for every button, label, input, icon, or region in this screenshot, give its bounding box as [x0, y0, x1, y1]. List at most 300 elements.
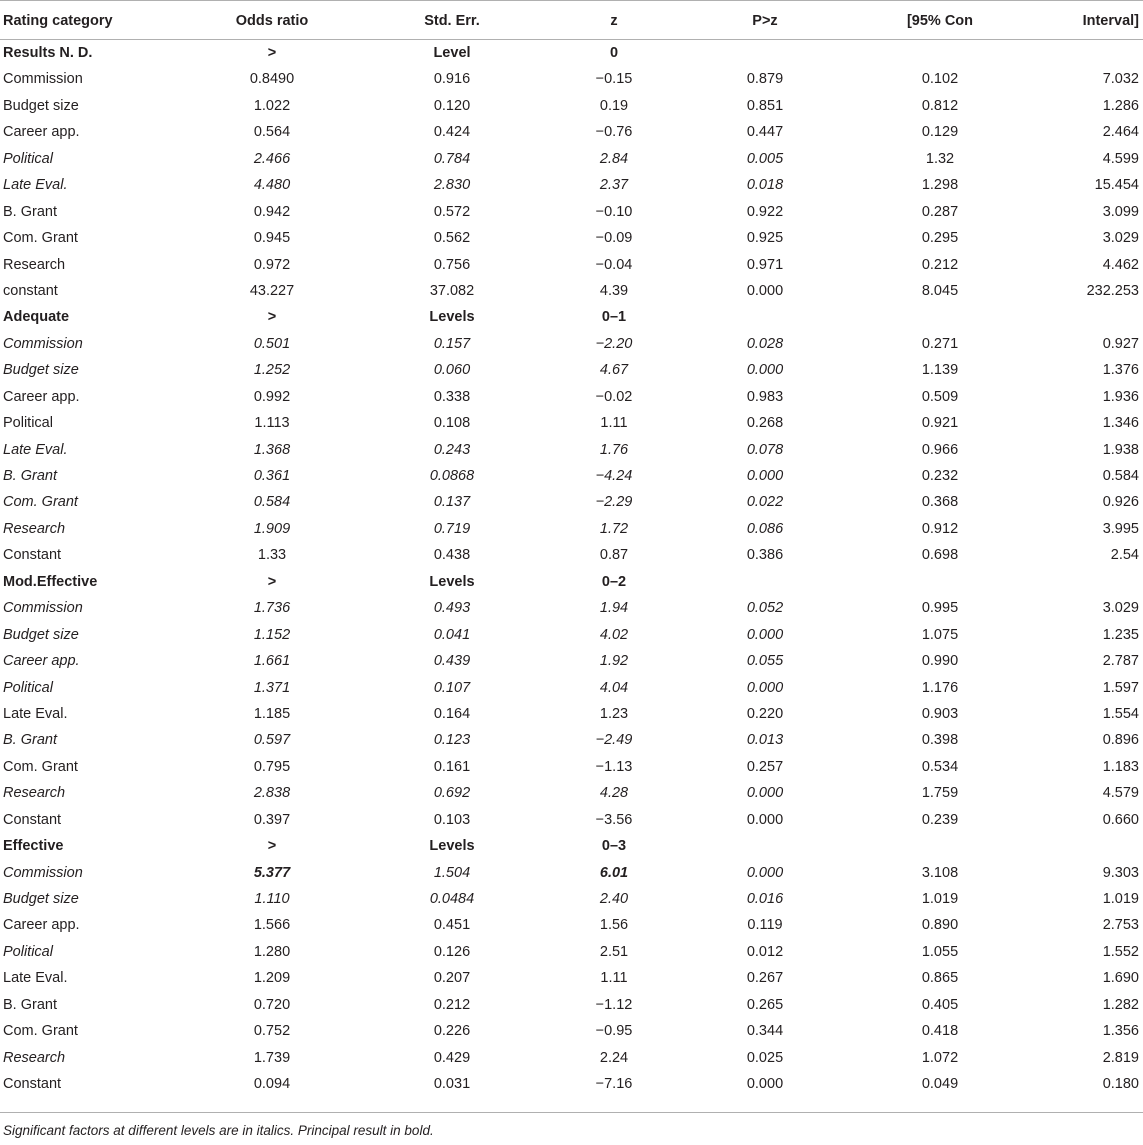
cell-std-err: 0.164	[433, 705, 471, 722]
cell-ci-upper: 1.938	[1102, 441, 1139, 458]
cell-odds-ratio: 0.361	[253, 468, 291, 484]
cell-p-value: 0.000	[746, 785, 784, 802]
cell-odds-ratio: 1.185	[253, 705, 291, 722]
cell-ci-lower: 1.019	[921, 891, 959, 907]
cell-std-err: 0.212	[433, 996, 471, 1013]
cell-rating-category: Adequate	[3, 309, 70, 326]
cell-p-value: 0.971	[746, 256, 784, 273]
cell-ci-upper: 0.926	[1102, 494, 1139, 511]
section-header-row	[0, 304, 1143, 330]
section-header-row	[0, 40, 1143, 66]
cell-z: −0.95	[595, 1023, 633, 1040]
cell-std-err: 0.126	[433, 943, 471, 960]
cell-rating-category: Budget size	[3, 362, 79, 379]
cell-z: 1.23	[599, 705, 629, 722]
cell-p-value: 0.000	[746, 468, 784, 484]
table-row	[0, 1045, 1143, 1071]
table-row	[0, 463, 1143, 489]
cell-odds-ratio: 0.972	[253, 256, 291, 273]
cell-odds-ratio: 1.736	[253, 600, 291, 617]
cell-z: 4.28	[599, 785, 629, 802]
cell-odds-ratio: 1.371	[253, 679, 291, 696]
cell-z: −0.76	[595, 124, 633, 141]
cell-z: 2.51	[599, 943, 629, 960]
cell-odds-ratio: 1.566	[253, 917, 291, 934]
cell-ci-upper: 2.787	[1102, 653, 1139, 670]
cell-rating-category: Research	[3, 520, 66, 537]
cell-std-err: 0.719	[433, 520, 471, 537]
cell-z: 0–2	[601, 573, 627, 590]
cell-p-value: 0.016	[746, 891, 784, 907]
cell-ci-upper: 4.462	[1102, 256, 1139, 273]
cell-z: −0.09	[595, 230, 633, 247]
table-row	[0, 807, 1143, 833]
cell-ci-upper: 1.019	[1102, 891, 1139, 907]
cell-std-err: 0.0484	[429, 891, 475, 907]
cell-rating-category: Political	[3, 415, 53, 432]
cell-ci-lower: 0.921	[921, 415, 959, 432]
cell-odds-ratio: 0.752	[253, 1023, 291, 1040]
cell-p-value: 0.983	[746, 388, 784, 405]
cell-std-err: 37.082	[429, 282, 475, 299]
cell-std-err: 0.137	[433, 494, 471, 511]
cell-z: 1.76	[599, 441, 629, 458]
header-rating-category: Rating category	[3, 13, 113, 29]
table-row	[0, 780, 1143, 806]
cell-std-err: Levels	[429, 838, 475, 855]
cell-rating-category: Commission	[3, 600, 83, 617]
cell-ci-upper: 1.690	[1102, 970, 1139, 987]
table-row	[0, 912, 1143, 938]
cell-std-err: 0.493	[433, 600, 471, 617]
cell-std-err: 0.429	[433, 1049, 471, 1066]
table-row	[0, 410, 1143, 436]
cell-ci-lower: 1.759	[921, 785, 959, 802]
table-row	[0, 939, 1143, 965]
cell-std-err: 0.338	[433, 388, 471, 405]
cell-z: 1.94	[599, 600, 629, 617]
table-row	[0, 252, 1143, 278]
cell-p-value: 0.257	[746, 758, 784, 775]
cell-odds-ratio: 1.368	[253, 441, 291, 458]
cell-std-err: 0.041	[433, 626, 471, 643]
cell-ci-lower: 0.418	[921, 1023, 959, 1040]
table-row	[0, 278, 1143, 304]
cell-z: −1.13	[595, 758, 633, 775]
cell-z: 0.19	[599, 97, 629, 114]
cell-z: −1.12	[595, 996, 633, 1013]
cell-ci-lower: 1.298	[921, 177, 959, 194]
cell-odds-ratio: 0.584	[253, 494, 291, 511]
cell-p-value: 0.000	[746, 679, 784, 696]
cell-ci-upper: 1.356	[1102, 1023, 1139, 1040]
cell-p-value: 0.078	[746, 441, 784, 458]
table-row	[0, 860, 1143, 886]
cell-z: 2.37	[599, 177, 629, 194]
cell-ci-lower: 0.812	[921, 97, 959, 114]
cell-z: −0.10	[595, 203, 633, 220]
cell-std-err: 0.123	[433, 732, 471, 749]
cell-ci-upper: 1.183	[1102, 758, 1139, 775]
table-row	[0, 727, 1143, 753]
cell-rating-category: Political	[3, 150, 53, 167]
cell-odds-ratio: 1.909	[253, 520, 291, 537]
cell-rating-category: Late Eval.	[3, 705, 68, 722]
cell-p-value: 0.000	[746, 282, 784, 299]
cell-z: 1.72	[599, 520, 629, 537]
cell-rating-category: B. Grant	[3, 203, 57, 220]
cell-p-value: 0.018	[746, 177, 784, 194]
cell-z: −7.16	[595, 1076, 633, 1093]
cell-ci-upper: 1.936	[1102, 388, 1139, 405]
cell-ci-upper: 1.376	[1102, 362, 1139, 379]
cell-p-value: 0.012	[746, 943, 784, 960]
cell-ci-lower: 0.295	[921, 230, 959, 247]
cell-std-err: 0.103	[433, 811, 471, 828]
cell-p-value: 0.000	[746, 1076, 784, 1093]
cell-std-err: 0.692	[433, 785, 471, 802]
cell-odds-ratio: 0.094	[253, 1076, 291, 1093]
cell-ci-lower: 0.698	[921, 547, 959, 564]
table-row	[0, 225, 1143, 251]
cell-odds-ratio: 1.113	[254, 415, 290, 432]
cell-ci-upper: 1.286	[1102, 97, 1139, 114]
cell-rating-category: Budget size	[3, 626, 79, 643]
cell-odds-ratio: 1.252	[253, 362, 291, 379]
cell-ci-upper: 3.995	[1102, 520, 1139, 537]
table-footnote: Significant factors at different levels are in italics. Principal result in bold.	[3, 1123, 434, 1138]
table-row	[0, 172, 1143, 198]
table-bottom-rule	[0, 1112, 1143, 1113]
cell-rating-category: Career app.	[3, 653, 80, 670]
cell-ci-upper: 0.927	[1102, 335, 1139, 352]
cell-ci-lower: 8.045	[921, 282, 959, 299]
cell-p-value: 0.000	[746, 362, 784, 379]
cell-rating-category: Com. Grant	[3, 758, 78, 775]
cell-odds-ratio: 0.942	[253, 203, 291, 220]
table-row	[0, 675, 1143, 701]
cell-odds-ratio: 43.227	[249, 282, 295, 299]
cell-p-value: 0.386	[746, 547, 784, 564]
cell-std-err: Levels	[429, 573, 475, 590]
cell-rating-category: B. Grant	[3, 468, 57, 484]
cell-z: −2.29	[595, 494, 633, 511]
cell-z: −3.56	[595, 811, 633, 828]
cell-z: 4.02	[599, 626, 629, 643]
cell-ci-lower: 1.072	[921, 1049, 959, 1066]
cell-odds-ratio: >	[267, 45, 277, 61]
cell-rating-category: Com. Grant	[3, 1023, 78, 1040]
table-row	[0, 437, 1143, 463]
cell-rating-category: Research	[3, 785, 66, 802]
cell-ci-lower: 1.075	[921, 626, 959, 643]
table-row	[0, 648, 1143, 674]
cell-ci-lower: 0.890	[921, 917, 959, 934]
table-row	[0, 489, 1143, 515]
cell-odds-ratio: 0.8490	[249, 71, 295, 88]
table-row	[0, 701, 1143, 727]
cell-std-err: 0.226	[433, 1023, 471, 1040]
cell-ci-upper: 1.552	[1102, 943, 1139, 960]
cell-p-value: 0.028	[746, 335, 784, 352]
cell-ci-upper: 15.454	[1094, 177, 1139, 194]
cell-ci-upper: 1.554	[1102, 705, 1139, 722]
cell-p-value: 0.268	[746, 415, 784, 432]
cell-std-err: 0.572	[433, 203, 471, 220]
table-body	[0, 40, 1143, 1098]
cell-odds-ratio: 1.661	[253, 653, 291, 670]
cell-odds-ratio: 0.795	[253, 758, 291, 775]
cell-p-value: 0.220	[746, 705, 784, 722]
cell-odds-ratio: >	[267, 573, 277, 590]
cell-std-err: 0.438	[433, 547, 471, 564]
table-row	[0, 622, 1143, 648]
cell-z: 0–1	[601, 309, 627, 326]
header-std-err: Std. Err.	[424, 13, 480, 29]
cell-p-value: 0.000	[746, 811, 784, 828]
cell-rating-category: Mod.Effective	[3, 573, 98, 590]
cell-p-value: 0.005	[746, 150, 784, 167]
cell-z: 6.01	[599, 864, 629, 881]
cell-z: 4.39	[599, 282, 629, 299]
table-row	[0, 542, 1143, 568]
cell-z: 4.67	[599, 362, 629, 379]
cell-ci-lower: 0.509	[921, 388, 959, 405]
table-row	[0, 331, 1143, 357]
cell-ci-upper: 4.579	[1102, 785, 1139, 802]
cell-odds-ratio: 4.480	[253, 177, 291, 194]
cell-p-value: 0.879	[746, 71, 784, 88]
table-row	[0, 886, 1143, 912]
cell-ci-upper: 2.54	[1110, 547, 1139, 564]
cell-p-value: 0.000	[746, 864, 784, 881]
cell-odds-ratio: 1.280	[253, 943, 291, 960]
cell-z: 2.84	[599, 150, 629, 167]
cell-ci-upper: 3.099	[1102, 203, 1139, 220]
section-header-row	[0, 569, 1143, 595]
cell-ci-upper: 2.464	[1102, 124, 1139, 141]
table-row	[0, 119, 1143, 145]
cell-std-err: 0.424	[433, 124, 471, 141]
cell-z: 0.87	[599, 547, 629, 564]
cell-std-err: 0.157	[433, 335, 471, 352]
cell-odds-ratio: 2.838	[253, 785, 291, 802]
cell-rating-category: Career app.	[3, 917, 80, 934]
cell-ci-upper: 1.235	[1102, 626, 1139, 643]
cell-ci-lower: 0.903	[921, 705, 959, 722]
cell-p-value: 0.851	[746, 97, 784, 114]
cell-p-value: 0.344	[746, 1023, 784, 1040]
cell-std-err: 0.0868	[429, 468, 475, 484]
table-row	[0, 93, 1143, 119]
cell-ci-lower: 0.232	[921, 468, 959, 484]
cell-p-value: 0.925	[746, 230, 784, 247]
cell-rating-category: Research	[3, 1049, 66, 1066]
cell-ci-lower: 1.176	[921, 679, 959, 696]
cell-odds-ratio: 1.33	[257, 547, 287, 564]
cell-std-err: 0.916	[433, 71, 471, 88]
cell-odds-ratio: 1.209	[253, 970, 291, 987]
cell-ci-upper: 3.029	[1102, 230, 1139, 247]
cell-ci-upper: 9.303	[1102, 864, 1139, 881]
cell-odds-ratio: 0.564	[253, 124, 291, 141]
table-row	[0, 66, 1143, 92]
cell-std-err: 0.784	[433, 150, 471, 167]
cell-z: −0.04	[595, 256, 633, 273]
cell-p-value: 0.119	[747, 917, 783, 934]
cell-std-err: 0.031	[433, 1076, 471, 1093]
cell-ci-lower: 1.139	[921, 362, 959, 379]
cell-rating-category: Career app.	[3, 124, 80, 141]
header-ci-lower: [95% Con	[906, 13, 974, 29]
cell-std-err: 1.504	[433, 864, 471, 881]
cell-rating-category: Constant	[3, 811, 62, 828]
cell-rating-category: Commission	[3, 864, 83, 881]
cell-p-value: 0.265	[746, 996, 784, 1013]
cell-ci-lower: 0.129	[921, 124, 959, 141]
cell-ci-lower: 0.271	[921, 335, 959, 352]
cell-ci-lower: 0.405	[921, 996, 959, 1013]
table-row	[0, 146, 1143, 172]
cell-ci-lower: 0.102	[921, 71, 959, 88]
cell-ci-upper: 232.253	[1086, 282, 1139, 299]
cell-odds-ratio: 1.152	[253, 626, 291, 643]
cell-odds-ratio: 1.110	[254, 891, 290, 907]
cell-ci-lower: 0.990	[921, 653, 959, 670]
cell-rating-category: B. Grant	[3, 732, 57, 749]
cell-ci-upper: 1.346	[1102, 415, 1139, 432]
header-z: z	[610, 13, 618, 29]
header-ci-upper: Interval]	[1082, 13, 1139, 29]
section-header-row	[0, 833, 1143, 859]
cell-ci-upper: 1.282	[1102, 996, 1139, 1013]
cell-std-err: 0.243	[433, 441, 471, 458]
cell-rating-category: Constant	[3, 1076, 62, 1093]
cell-std-err: 0.562	[433, 230, 471, 247]
cell-ci-lower: 0.212	[921, 256, 959, 273]
cell-odds-ratio: 0.501	[253, 335, 291, 352]
table-row	[0, 1071, 1143, 1097]
cell-p-value: 0.025	[746, 1049, 784, 1066]
cell-rating-category: Career app.	[3, 388, 80, 405]
table-row	[0, 357, 1143, 383]
cell-rating-category: Com. Grant	[3, 494, 78, 511]
cell-ci-lower: 1.055	[921, 943, 959, 960]
cell-std-err: 0.107	[433, 679, 471, 696]
cell-ci-upper: 4.599	[1102, 150, 1139, 167]
cell-z: 1.11	[600, 970, 628, 987]
cell-std-err: 2.830	[433, 177, 471, 194]
cell-std-err: 0.207	[433, 970, 471, 987]
cell-ci-upper: 2.753	[1102, 917, 1139, 934]
cell-rating-category: Results N. D.	[3, 45, 93, 61]
cell-odds-ratio: 0.397	[253, 811, 291, 828]
cell-ci-lower: 0.995	[921, 600, 959, 617]
header-odds-ratio: Odds ratio	[235, 13, 309, 29]
cell-p-value: 0.000	[746, 626, 784, 643]
cell-odds-ratio: 1.739	[253, 1049, 291, 1066]
table-row	[0, 992, 1143, 1018]
table-row	[0, 199, 1143, 225]
cell-rating-category: Effective	[3, 838, 64, 855]
cell-z: 1.56	[599, 917, 629, 934]
cell-p-value: 0.447	[746, 124, 784, 141]
cell-ci-lower: 1.32	[925, 150, 955, 167]
cell-ci-lower: 0.368	[921, 494, 959, 511]
cell-z: 2.40	[599, 891, 629, 907]
cell-ci-upper: 0.660	[1102, 811, 1139, 828]
cell-ci-lower: 0.966	[921, 441, 959, 458]
cell-p-value: 0.052	[746, 600, 784, 617]
cell-ci-lower: 0.398	[921, 732, 959, 749]
cell-odds-ratio: 2.466	[253, 150, 291, 167]
cell-p-value: 0.013	[746, 732, 784, 749]
cell-z: 2.24	[599, 1049, 629, 1066]
cell-std-err: 0.451	[433, 917, 471, 934]
cell-z: −4.24	[595, 468, 633, 484]
cell-z: 1.11	[600, 415, 628, 432]
cell-rating-category: B. Grant	[3, 996, 57, 1013]
cell-std-err: 0.120	[433, 97, 471, 114]
cell-odds-ratio: 0.597	[253, 732, 291, 749]
cell-rating-category: Commission	[3, 71, 83, 88]
cell-odds-ratio: 5.377	[253, 864, 291, 881]
cell-odds-ratio: >	[267, 309, 277, 326]
cell-std-err: Level	[433, 45, 471, 61]
cell-rating-category: Commission	[3, 335, 83, 352]
cell-z: 0	[609, 45, 619, 61]
cell-std-err: 0.161	[433, 758, 471, 775]
cell-ci-upper: 7.032	[1102, 71, 1139, 88]
cell-ci-upper: 0.896	[1102, 732, 1139, 749]
cell-rating-category: Research	[3, 256, 66, 273]
cell-odds-ratio: 1.022	[253, 97, 291, 114]
table-row	[0, 1018, 1143, 1044]
cell-z: −2.49	[595, 732, 633, 749]
cell-ci-lower: 3.108	[921, 864, 959, 881]
cell-z: −0.15	[595, 71, 633, 88]
cell-ci-lower: 0.534	[921, 758, 959, 775]
cell-std-err: Levels	[429, 309, 475, 326]
cell-p-value: 0.055	[746, 653, 784, 670]
cell-z: −0.02	[595, 388, 633, 405]
cell-ci-upper: 3.029	[1102, 600, 1139, 617]
cell-rating-category: Late Eval.	[3, 441, 68, 458]
cell-odds-ratio: 0.945	[253, 230, 291, 247]
cell-rating-category: constant	[3, 282, 58, 299]
cell-ci-upper: 0.180	[1102, 1076, 1139, 1093]
cell-odds-ratio: 0.992	[253, 388, 291, 405]
cell-rating-category: Political	[3, 679, 53, 696]
cell-rating-category: Budget size	[3, 891, 79, 907]
cell-odds-ratio: 0.720	[253, 996, 291, 1013]
cell-rating-category: Constant	[3, 547, 62, 564]
table-row	[0, 965, 1143, 991]
table-row	[0, 754, 1143, 780]
cell-ci-lower: 0.912	[921, 520, 959, 537]
cell-p-value: 0.086	[746, 520, 784, 537]
cell-ci-upper: 1.597	[1102, 679, 1139, 696]
cell-p-value: 0.022	[746, 494, 784, 511]
cell-z: 0–3	[601, 838, 627, 855]
cell-ci-upper: 0.584	[1102, 468, 1139, 484]
cell-z: 1.92	[599, 653, 629, 670]
table-row	[0, 595, 1143, 621]
cell-rating-category: Budget size	[3, 97, 79, 114]
cell-ci-lower: 0.239	[921, 811, 959, 828]
cell-ci-lower: 0.287	[921, 203, 959, 220]
cell-ci-lower: 0.865	[921, 970, 959, 987]
